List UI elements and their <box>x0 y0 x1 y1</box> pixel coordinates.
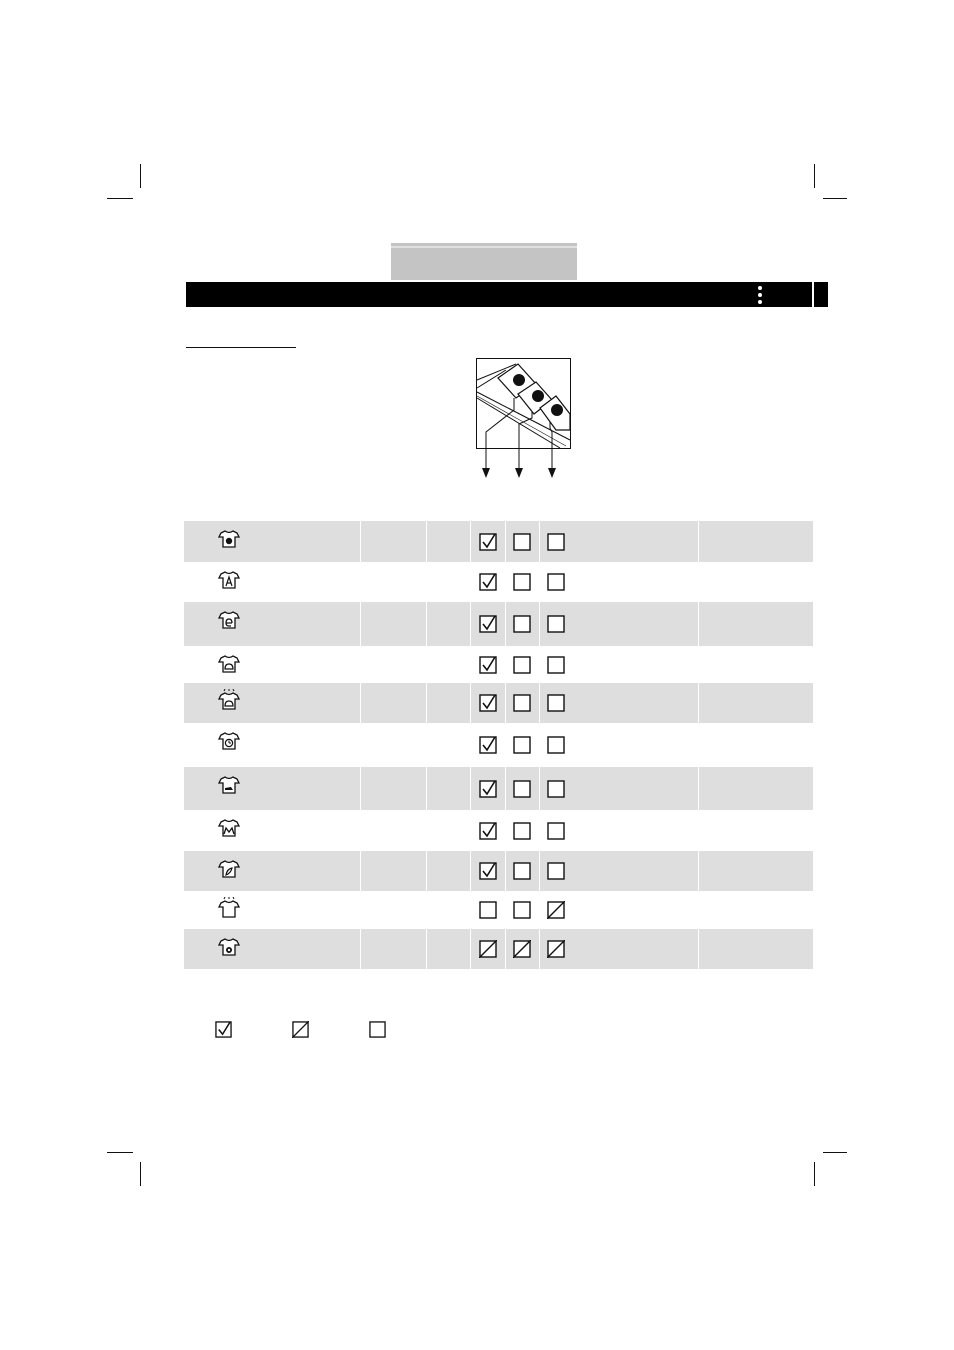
column-divider <box>360 851 361 891</box>
column-divider <box>539 521 540 562</box>
empty-box-icon <box>547 615 565 633</box>
column-divider <box>426 646 427 683</box>
column-divider <box>539 562 540 602</box>
column-divider <box>360 521 361 562</box>
section-heading-rule <box>186 347 296 348</box>
column-divider <box>426 851 427 891</box>
column-divider <box>505 929 506 969</box>
column-divider <box>360 683 361 723</box>
column-divider <box>426 810 427 851</box>
column-divider <box>426 723 427 767</box>
crop-mark-icon <box>823 1152 847 1153</box>
column-divider <box>539 723 540 767</box>
empty-box-icon <box>513 822 531 840</box>
column-divider <box>698 767 699 810</box>
column-divider <box>539 891 540 929</box>
header-bar <box>186 282 828 307</box>
column-divider <box>505 891 506 929</box>
down-arrow-icon <box>548 448 556 478</box>
column-divider <box>505 810 506 851</box>
column-divider <box>426 683 427 723</box>
empty-box-icon <box>513 533 531 551</box>
column-divider <box>698 891 699 929</box>
crop-mark-icon <box>107 1152 133 1153</box>
checked-box-icon <box>479 656 497 674</box>
column-divider <box>360 810 361 851</box>
column-divider <box>470 521 471 562</box>
empty-box-icon <box>513 615 531 633</box>
empty-box-icon <box>547 694 565 712</box>
table-row <box>184 602 813 646</box>
column-divider <box>426 929 427 969</box>
column-divider <box>505 602 506 646</box>
bar-dot <box>758 286 762 290</box>
column-divider <box>698 521 699 562</box>
crossed-box-icon <box>292 1021 309 1041</box>
shirt-eco-icon <box>216 608 242 630</box>
column-divider <box>470 562 471 602</box>
column-divider <box>505 723 506 767</box>
column-divider <box>470 723 471 767</box>
shirt-drain-spin-icon <box>216 935 242 957</box>
column-divider <box>470 767 471 810</box>
column-divider <box>470 810 471 851</box>
crossed-box-icon <box>547 901 565 919</box>
section-tab <box>391 243 577 280</box>
empty-box-icon <box>369 1021 386 1041</box>
empty-box-icon <box>513 656 531 674</box>
table-row <box>184 810 813 851</box>
column-divider <box>698 851 699 891</box>
column-divider <box>539 851 540 891</box>
checked-box-icon <box>479 615 497 633</box>
crossed-box-icon <box>547 940 565 958</box>
crossed-box-icon <box>479 940 497 958</box>
column-divider <box>698 929 699 969</box>
bar-dot <box>758 300 762 304</box>
shirt-quick-icon <box>216 729 242 751</box>
table-row <box>184 521 813 562</box>
bar-dot <box>758 293 762 297</box>
column-divider <box>505 521 506 562</box>
column-divider <box>470 646 471 683</box>
table-row <box>184 767 813 810</box>
empty-box-icon <box>547 533 565 551</box>
column-divider <box>426 562 427 602</box>
column-divider <box>360 602 361 646</box>
empty-box-icon <box>547 862 565 880</box>
column-divider <box>360 723 361 767</box>
column-divider <box>470 683 471 723</box>
shirt-delicate-hot-icon <box>216 689 242 711</box>
column-divider <box>539 810 540 851</box>
column-divider <box>360 767 361 810</box>
empty-box-icon <box>547 573 565 591</box>
checked-box-icon <box>479 736 497 754</box>
column-divider <box>698 723 699 767</box>
empty-box-icon <box>513 862 531 880</box>
column-divider <box>470 602 471 646</box>
table-row <box>184 646 813 683</box>
empty-box-icon <box>513 780 531 798</box>
column-divider <box>360 891 361 929</box>
empty-box-icon <box>547 656 565 674</box>
checked-box-icon <box>215 1021 232 1041</box>
detergent-drawer-icon <box>477 359 571 449</box>
column-divider <box>505 562 506 602</box>
column-divider <box>698 683 699 723</box>
column-divider <box>505 767 506 810</box>
column-divider <box>426 891 427 929</box>
column-divider <box>360 929 361 969</box>
column-divider <box>426 602 427 646</box>
shirt-cotton-icon <box>216 527 242 549</box>
table-row <box>184 891 813 929</box>
shirt-refresh-icon <box>216 897 242 919</box>
empty-box-icon <box>479 901 497 919</box>
table-row <box>184 683 813 723</box>
checked-box-icon <box>479 862 497 880</box>
crop-mark-icon <box>814 1162 815 1186</box>
table-row <box>184 929 813 969</box>
crossed-box-icon <box>513 940 531 958</box>
checked-box-icon <box>479 780 497 798</box>
column-divider <box>426 767 427 810</box>
crop-mark-icon <box>814 164 815 188</box>
column-divider <box>698 562 699 602</box>
table-row <box>184 562 813 602</box>
column-divider <box>426 521 427 562</box>
column-divider <box>539 646 540 683</box>
column-divider <box>505 646 506 683</box>
empty-box-icon <box>513 694 531 712</box>
crop-mark-icon <box>107 198 133 199</box>
shirt-wool-icon <box>216 857 242 879</box>
down-arrow-icon <box>482 448 490 478</box>
column-divider <box>505 683 506 723</box>
column-divider <box>360 646 361 683</box>
shirt-delicate-icon <box>216 652 242 674</box>
down-arrow-icon <box>515 448 523 478</box>
program-table <box>184 521 813 969</box>
column-divider <box>539 683 540 723</box>
checked-box-icon <box>479 533 497 551</box>
checked-box-icon <box>479 573 497 591</box>
empty-box-icon <box>547 780 565 798</box>
checked-box-icon <box>479 822 497 840</box>
shirt-hand-wash-icon <box>216 816 242 838</box>
column-divider <box>470 891 471 929</box>
column-divider <box>539 929 540 969</box>
column-divider <box>470 929 471 969</box>
shirt-synthetics-icon <box>216 568 242 590</box>
column-divider <box>470 851 471 891</box>
empty-box-icon <box>513 573 531 591</box>
column-divider <box>505 851 506 891</box>
crop-mark-icon <box>823 198 847 199</box>
table-row <box>184 851 813 891</box>
empty-box-icon <box>513 901 531 919</box>
column-divider <box>360 562 361 602</box>
checked-box-icon <box>479 694 497 712</box>
column-divider <box>698 602 699 646</box>
column-divider <box>698 810 699 851</box>
table-row <box>184 723 813 767</box>
crop-mark-icon <box>140 1162 141 1186</box>
empty-box-icon <box>547 736 565 754</box>
empty-box-icon <box>547 822 565 840</box>
bar-divider <box>812 282 814 307</box>
empty-box-icon <box>513 736 531 754</box>
column-divider <box>539 602 540 646</box>
shirt-mix-icon <box>216 773 242 795</box>
column-divider <box>698 646 699 683</box>
detergent-drawer-diagram <box>476 358 572 482</box>
crop-mark-icon <box>140 164 141 188</box>
column-divider <box>539 767 540 810</box>
